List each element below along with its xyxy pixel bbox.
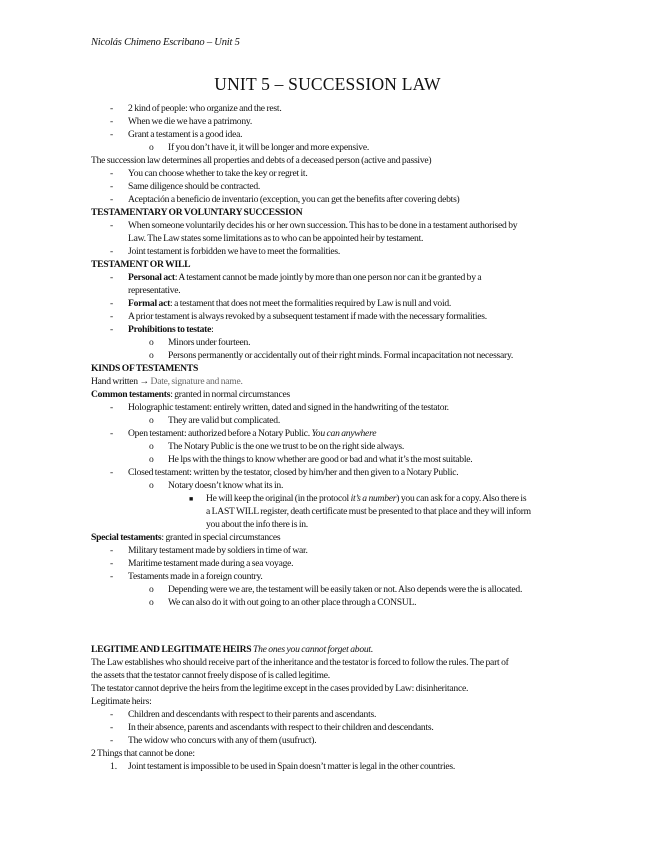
list-item: The widow who concurs with any of them (usufruct). <box>128 735 317 746</box>
list-item: When someone voluntarily decides his or her own succession. This has to be done in a testament authorised by <box>128 220 518 231</box>
list-subitem: The Notary Public is the one we trust to be on the right side always. <box>168 441 405 452</box>
list-subitem: Persons permanently or accidentally out of their right minds. Formal incapacitation not necessary. <box>168 350 514 361</box>
section-heading: LEGITIME AND LEGITIMATE HEIRS <box>91 644 252 655</box>
list-item: Closed testament: written by the testator, closed by him/her and then given to a Notary Public. <box>128 467 459 478</box>
dash-marker: - <box>110 272 114 283</box>
circle-bullet-icon: o <box>149 480 154 491</box>
list-item: Testaments made in a foreign country. <box>128 571 263 582</box>
term: Formal act <box>128 298 171 309</box>
dash-marker: - <box>110 545 114 556</box>
list-item: Holographic testament: entirely written, dated and signed in the handwriting of the testator. <box>128 402 449 413</box>
list-item: Same diligence should be contracted. <box>128 181 261 192</box>
dash-marker: - <box>110 246 114 257</box>
dash-marker: - <box>110 311 114 322</box>
list-item: Military testament made by soldiers in time of war. <box>128 545 308 556</box>
subsection-line <box>91 532 280 544</box>
number-marker: 1. <box>110 761 118 772</box>
page-title: UNIT 5 – SUCCESSION LAW <box>214 74 441 94</box>
list-item: Aceptación a beneficio de inventario (exception, you can get the benefits after covering debts) <box>128 194 460 205</box>
circle-bullet-icon: o <box>149 415 154 426</box>
paragraph: The testator cannot deprive the heirs from the legitime except in the cases provided by Law: disinheritance. <box>91 683 469 694</box>
italic-note: The ones you cannot forget about. <box>253 644 373 655</box>
term: Common testaments <box>91 389 171 400</box>
dash-marker: - <box>110 181 114 192</box>
term: Prohibitions to testate <box>128 324 212 335</box>
page-header: Nicolás Chimeno Escribano – Unit 5 <box>91 37 240 48</box>
item-text: He will keep the original (in the protocol <box>206 493 349 504</box>
circle-bullet-icon: o <box>149 337 154 348</box>
list-item: 2 kind of people: who organize and the rest. <box>128 103 282 114</box>
term: Personal act <box>128 272 175 283</box>
list-subitem: Notary doesn’t know what its in. <box>168 480 284 491</box>
dash-marker: - <box>110 709 114 720</box>
item-text: Open testament: authorized before a Notary Public. <box>128 428 310 439</box>
list-subitem: If you don’t have it, it will be longer and more expensive. <box>168 142 369 153</box>
paragraph: The succession law determines all properties and debts of a deceased person (active and passive) <box>91 155 432 166</box>
dash-marker: - <box>110 220 114 231</box>
term-text: : <box>211 324 214 335</box>
list-subsubitem-continuation: you about the info there is in. <box>206 519 308 530</box>
term-text: : A testament cannot be made jointly by more than one person nor can it be granted by a <box>174 272 482 283</box>
list-item: Joint testament is forbidden we have to meet the formalities. <box>128 246 341 257</box>
term: Special testaments <box>91 532 162 543</box>
handwritten-line <box>91 376 243 388</box>
section-heading-line <box>91 644 373 656</box>
circle-bullet-icon: o <box>149 454 154 465</box>
dash-marker: - <box>110 103 114 114</box>
list-item-continuation: Law. The Law states some limitations as to who can be appointed heir by testament. <box>128 233 424 244</box>
list-subsubitem-continuation: a LAST WILL register, death certificate must be presented to that place and they will inform <box>206 506 531 517</box>
circle-bullet-icon: o <box>149 350 154 361</box>
list-item: Grant a testament is a good idea. <box>128 129 243 140</box>
list-item: Maritime testament made during a sea voyage. <box>128 558 294 569</box>
arrow-right-icon: → <box>139 376 149 387</box>
dash-marker: - <box>110 168 114 179</box>
section-heading: TESTAMENT OR WILL <box>91 259 191 270</box>
list-item: When we die we have a patrimony. <box>128 116 252 127</box>
dash-marker: - <box>110 298 114 309</box>
dash-marker: - <box>110 467 114 478</box>
dash-marker: - <box>110 558 114 569</box>
numbered-item: Joint testament is impossible to be used in Spain doesn’t matter is legal in the other countries. <box>128 761 456 772</box>
list-subitem: They are valid but complicated. <box>168 415 280 426</box>
paragraph: 2 Things that cannot be done: <box>91 748 195 759</box>
circle-bullet-icon: o <box>149 597 154 608</box>
list-subitem: Depending were we are, the testament will be easily taken or not. Also depends were the is allocated. <box>168 584 523 595</box>
dash-marker: - <box>110 571 114 582</box>
dash-marker: - <box>110 324 114 335</box>
list-item: You can choose whether to take the key or regret it. <box>128 168 308 179</box>
term-text: : granted in normal circumstances <box>170 389 290 400</box>
list-item: Children and descendants with respect to their parents and ascendants. <box>128 709 377 720</box>
list-item <box>128 272 481 284</box>
section-heading: TESTAMENTARY OR VOLUNTARY SUCCESSION <box>91 207 303 218</box>
circle-bullet-icon: o <box>149 441 154 452</box>
list-subitem: Minors under fourteen. <box>168 337 251 348</box>
list-subitem: We can also do it with out going to an other place through a CONSUL. <box>168 597 417 608</box>
italic-note: it’s a number <box>350 493 397 504</box>
dash-marker: - <box>110 194 114 205</box>
dash-marker: - <box>110 428 114 439</box>
circle-bullet-icon: o <box>149 584 154 595</box>
list-item: A prior testament is always revoked by a subsequent testament if made with the necessary formalities. <box>128 311 487 322</box>
italic-note: You can anywhere <box>311 428 377 439</box>
handwritten-detail: Date, signature and name. <box>150 376 243 387</box>
list-item: In their absence, parents and ascendants with respect to their children and descendants. <box>128 722 434 733</box>
paragraph: The Law establishes who should receive part of the inheritance and the testator is forced to follow the rules. The part of <box>91 657 509 668</box>
dash-marker: - <box>110 116 114 127</box>
section-heading: KINDS OF TESTAMENTS <box>91 363 199 374</box>
dash-marker: - <box>110 402 114 413</box>
list-item <box>128 428 376 440</box>
circle-bullet-icon: o <box>149 142 154 153</box>
list-item <box>128 298 451 310</box>
dash-marker: - <box>110 129 114 140</box>
paragraph: Legitimate heirs: <box>91 696 152 707</box>
dash-marker: - <box>110 735 114 746</box>
dash-marker: - <box>110 722 114 733</box>
paragraph: the assets that the testator cannot freely dispose of is called legitime. <box>91 670 330 681</box>
subsection-line <box>91 389 290 401</box>
square-bullet-icon: ■ <box>189 495 194 503</box>
term-text: : a testament that does not meet the formalities required by Law is null and void. <box>170 298 452 309</box>
list-item <box>128 324 214 336</box>
handwritten-label: Hand written <box>91 376 138 387</box>
list-subsubitem <box>206 493 526 505</box>
term-text: : granted in special circumstances <box>161 532 281 543</box>
list-item-continuation: representative. <box>128 285 181 296</box>
item-text: ) you can ask for a copy. Also there is <box>396 493 527 504</box>
list-subitem: He lps with the things to know whether are good or bad and what it’s the most suitable. <box>168 454 473 465</box>
